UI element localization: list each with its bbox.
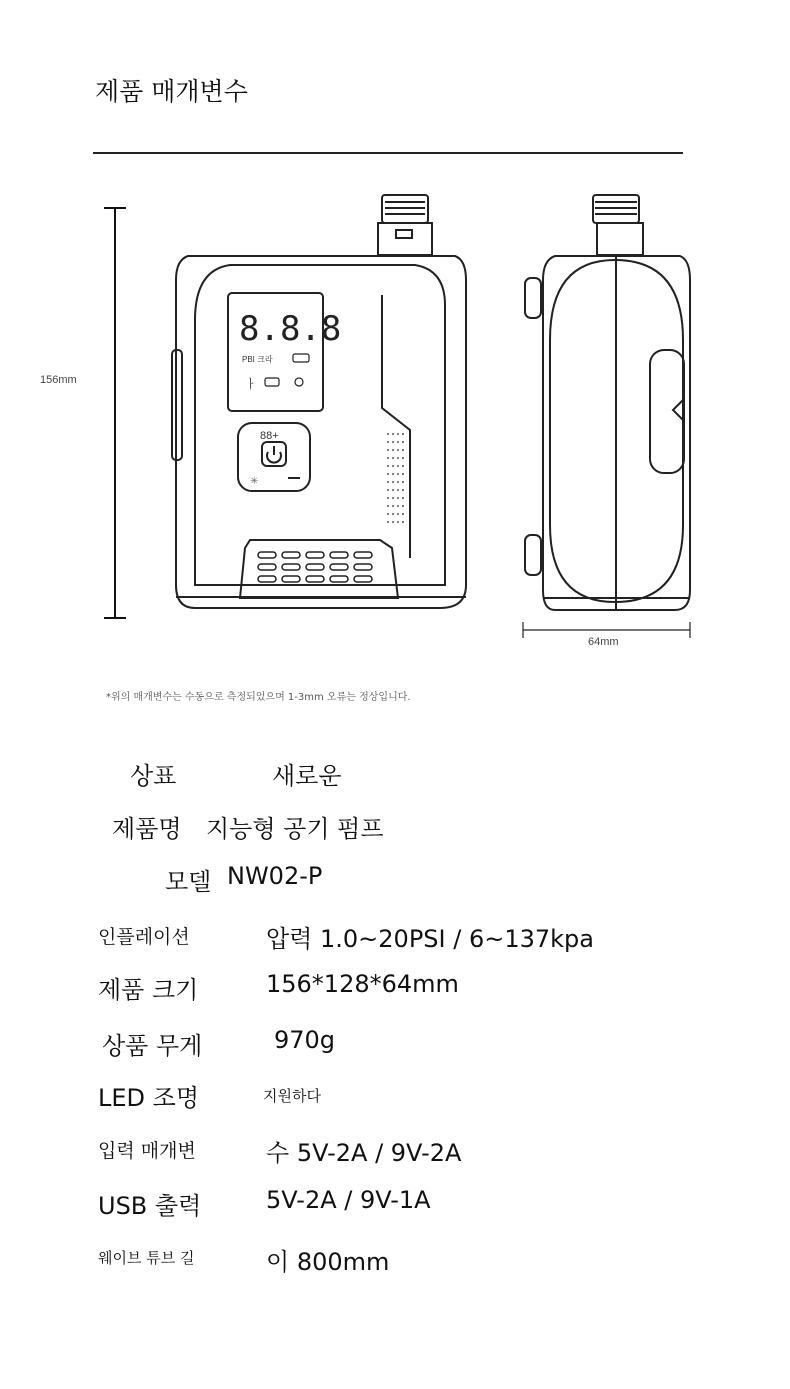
front-view-drawing <box>100 190 480 630</box>
spec-value: 압력 1.0~20PSI / 6~137kpa <box>266 925 594 953</box>
spec-value: 5V-2A / 9V-1A <box>266 1186 431 1214</box>
battery-icon <box>265 378 279 386</box>
spec-row-input <box>98 1133 518 1165</box>
lcd-unit: PBI 크라 <box>242 355 273 364</box>
side-view-drawing <box>515 190 700 655</box>
spec-value: 156*128*64mm <box>266 970 459 998</box>
spec-value: NW02-P <box>227 862 323 890</box>
spec-label: 모델 <box>165 868 212 896</box>
spec-value: 지원하다 <box>263 1087 321 1105</box>
spec-label: 상표 <box>130 762 177 790</box>
tire-icon <box>295 378 303 386</box>
spec-label: 인플레이션 <box>98 926 190 948</box>
spec-value: 970g <box>274 1026 336 1054</box>
spec-value: 지능형 공기 펌프 <box>206 815 384 843</box>
spec-row-usb <box>98 1186 498 1218</box>
spec-label: USB 출력 <box>98 1192 202 1220</box>
measurement-note: *위의 매개변수는 수동으로 측정되었으며 1-3mm 오류는 정상입니다. <box>106 692 411 703</box>
spec-label: 웨이브 튜브 길 <box>98 1249 195 1267</box>
width-label: 64mm <box>588 636 619 648</box>
spec-value: 수 5V-2A / 9V-2A <box>266 1139 462 1167</box>
spec-row-brand <box>130 756 390 788</box>
height-label: 156mm <box>40 374 77 386</box>
title-divider <box>93 152 683 154</box>
page-title: 제품 매개변수 <box>95 77 248 106</box>
spec-value: 새로운 <box>272 762 342 790</box>
spec-row-weight <box>102 1026 402 1058</box>
spec-row-tube <box>98 1242 448 1274</box>
spec-row-size <box>98 970 498 1002</box>
spec-row-inflation <box>98 919 598 951</box>
spec-label: 상품 무게 <box>102 1032 203 1060</box>
spec-label: 제품명 <box>112 815 182 843</box>
spec-label: 입력 매개변 <box>98 1140 196 1162</box>
lcd-mode: ㅏ <box>245 377 257 391</box>
spec-label: 제품 크기 <box>98 976 199 1004</box>
light-icon: ✳ <box>250 476 259 487</box>
spec-row-led <box>98 1078 398 1110</box>
spec-row-name <box>112 809 432 841</box>
spec-value: 이 800mm <box>266 1248 390 1276</box>
spec-label: LED 조명 <box>98 1084 200 1112</box>
lcd-digits: 8.8.8 <box>239 309 342 349</box>
spec-row-model <box>165 862 365 894</box>
button-label: 88+ <box>260 430 279 442</box>
